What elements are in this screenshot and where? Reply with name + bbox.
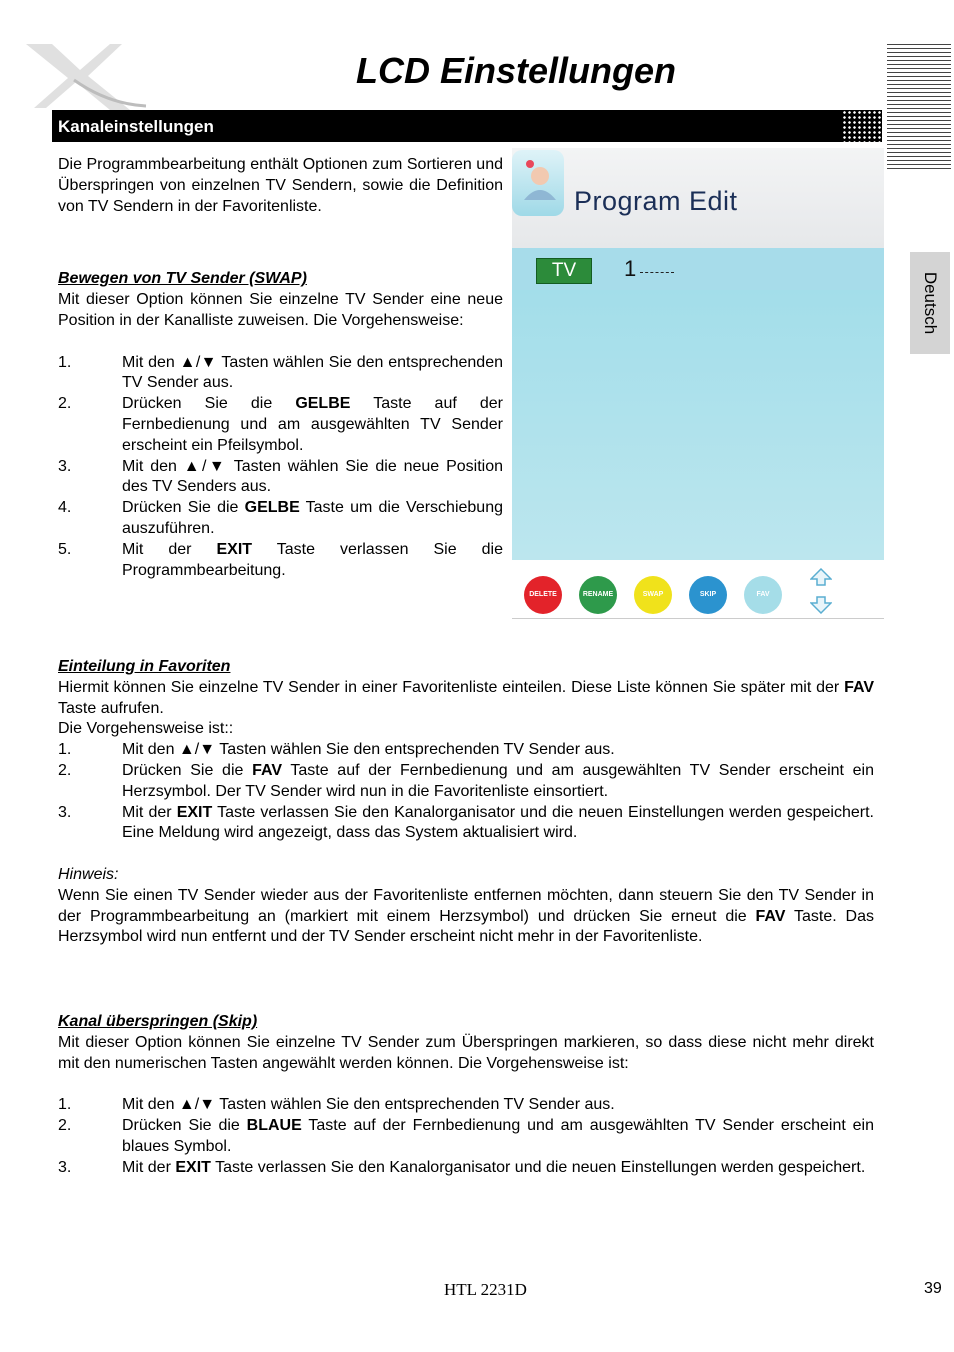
list-item-number: 1. (58, 741, 72, 759)
list-item: 2. Drücken Sie die FAV Taste auf der Fernbedienung und am ausgewählten TV Sender erscheint ein Herzsymbol. Der TV Sender wird nun in die Favoritenliste einsortiert. (58, 761, 875, 800)
program-edit-screenshot (508, 148, 884, 618)
list-item: 4. Drücken Sie die GELBE Taste um die Verschiebung auszuführen. (58, 499, 503, 537)
fav-procedure-label: Die Vorgehensweise ist:: (58, 720, 234, 738)
skip-description: Mit dieser Option können Sie einzelne TV Sender zum Überspringen markieren, so dass diese nicht mehr direkt mit den numerischen Tasten angewählt werden können. Die Vorgehensweise ist: (58, 1033, 874, 1072)
left-column (58, 155, 503, 581)
brand-logo (18, 40, 148, 110)
skip-section (58, 1012, 874, 1178)
fav-description: Hiermit können Sie einzelne TV Sender in einer Favoritenliste einteilen. Diese Liste können Sie später mit der FAV Taste aufrufen. (58, 678, 874, 717)
channel-name-placeholder (640, 272, 674, 273)
color-button-skip: SKIP (689, 576, 727, 614)
favorites-section (58, 657, 874, 948)
list-item-number: 1. (58, 1096, 72, 1114)
language-tab (910, 252, 950, 354)
list-item-number: 5. (58, 540, 72, 558)
swap-description: Mit dieser Option können Sie einzelne TV Sender eine neue Position in der Kanalliste zuweisen. Die Vorgehensweise: (58, 291, 503, 329)
list-item-number: 4. (58, 499, 72, 517)
section-header (52, 110, 882, 142)
list-item: 1. Mit den ▲/▼ Tasten wählen Sie den entsprechenden TV Sender aus. (58, 353, 503, 392)
list-item: 1. Mit den ▲/▼ Tasten wählen Sie den entsprechenden TV Sender aus. (58, 740, 874, 761)
source-badge: TV (536, 258, 592, 284)
skip-steps (58, 1095, 874, 1178)
skip-heading: Kanal überspringen (Skip) (58, 1013, 258, 1030)
section-title: Kanaleinstellungen (58, 117, 214, 136)
list-item: 5. Mit der EXIT Taste verlassen Sie die Programmbearbeitung. (58, 540, 504, 579)
footer-model: HTL 2231D (444, 1280, 527, 1299)
list-item-number: 3. (58, 1158, 72, 1176)
color-button-fav: FAV (744, 576, 782, 614)
color-button-delete: DELETE (524, 576, 562, 614)
language-tab-label: Deutsch (921, 271, 940, 335)
channel-number: 1 (624, 256, 637, 281)
list-item-number: 3. (58, 803, 72, 821)
list-item-number: 2. (58, 761, 72, 779)
user-icon (512, 150, 564, 216)
page-number: 39 (924, 1280, 942, 1297)
list-item: 1. Mit den ▲/▼ Tasten wählen Sie den entsprechenden TV Sender aus. (58, 1095, 874, 1116)
color-button-rename: RENAME (579, 576, 617, 614)
color-button-swap: SWAP (634, 576, 672, 614)
channel-list-area (512, 290, 884, 560)
color-buttons-bar (512, 560, 884, 619)
swap-heading: Bewegen von TV Sender (SWAP) (58, 270, 307, 288)
program-edit-header (512, 148, 884, 248)
fav-steps (58, 740, 874, 844)
note-text: Wenn Sie einen TV Sender wieder aus der Favoritenliste entfernen möchten, dann steuern Sie den TV Sender in der Programmbearbeitung an (markiert mit einem Herzsymbol) und drücken Sie erneut die FAV Taste. Das Herzsymbol wird nun entfernt und der TV Sender erscheint nicht mehr in der Favoritenliste. (58, 886, 874, 946)
channel-row (512, 248, 884, 290)
list-item-number: 3. (58, 457, 72, 475)
list-item-number: 2. (58, 1116, 72, 1134)
list-item: 3. Mit den ▲/▼ Tasten wählen Sie die neue Position des TV Senders aus. (58, 457, 503, 496)
list-item: 2. Drücken Sie die GELBE Taste auf der Fernbedienung und am ausgewählten TV Sender erscheint ein Pfeilsymbol. (58, 395, 504, 454)
fav-heading: Einteilung in Favoriten (58, 658, 231, 675)
list-item: 3. Mit der EXIT Taste verlassen Sie den Kanalorganisator und die neuen Einstellungen werden gespeichert. (58, 1158, 874, 1179)
section-dots-decoration (842, 110, 882, 142)
up-arrow-icon (810, 568, 832, 586)
note-label: Hinweis: (58, 865, 119, 883)
list-item: 2. Drücken Sie die BLAUE Taste auf der Fernbedienung und am ausgewählten TV Sender erscheint ein blaues Symbol. (58, 1116, 875, 1155)
decorative-stripes (887, 44, 951, 172)
list-item-number: 1. (58, 353, 72, 371)
list-item-number: 2. (58, 395, 72, 413)
swap-steps (58, 353, 503, 582)
program-edit-title: Program Edit (574, 186, 738, 216)
page-title: LCD Einstellungen (356, 50, 677, 91)
list-item: 3. Mit der EXIT Taste verlassen Sie den Kanalorganisator und die neuen Einstellungen werden gespeichert. Eine Meldung wird angezeigt, dass das System aktualisiert wird. (58, 803, 874, 842)
intro-paragraph: Die Programmbearbeitung enthält Optionen zum Sortieren und Überspringen von einzelnen TV Sendern, sowie die Definition von TV Sendern in der Favoritenliste. (58, 156, 503, 215)
down-arrow-icon (810, 596, 832, 614)
